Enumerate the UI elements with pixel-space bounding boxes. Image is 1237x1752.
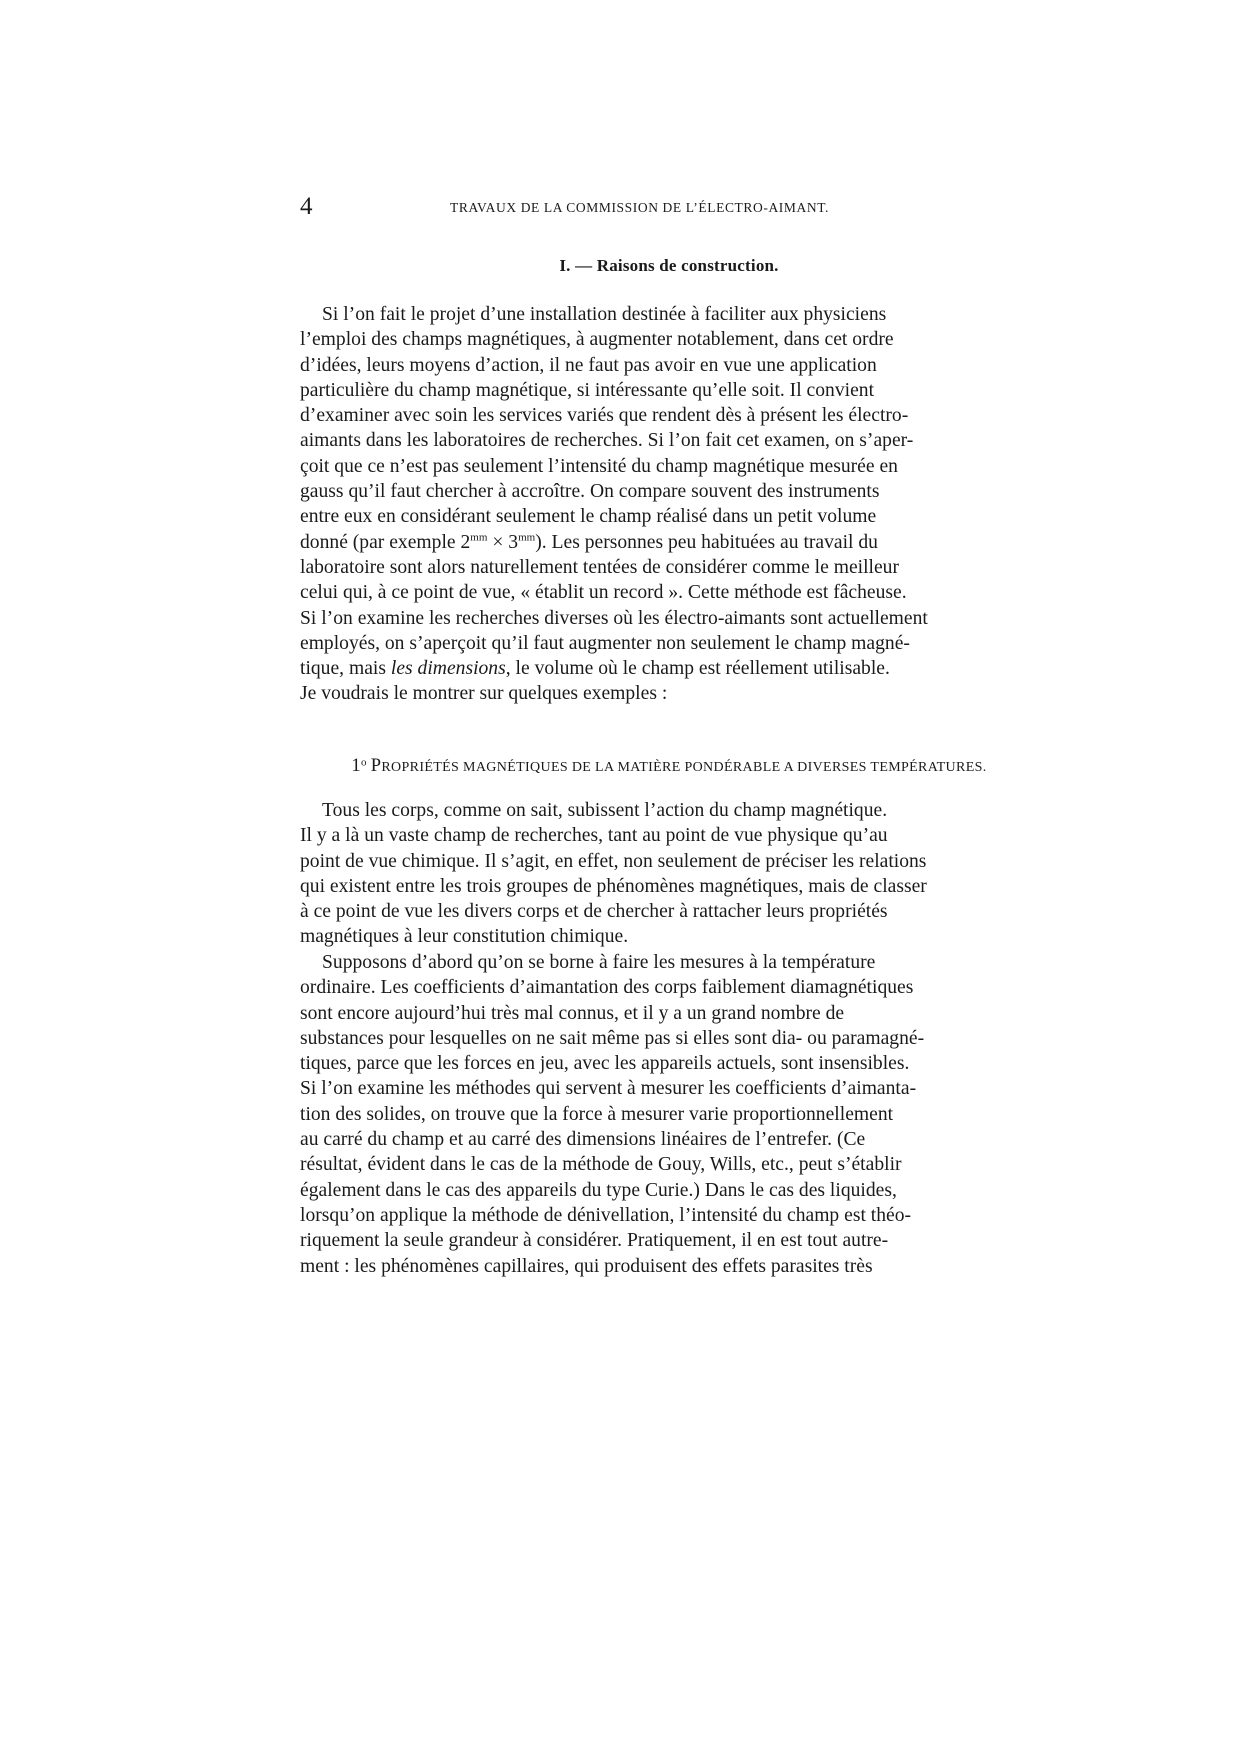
running-title: TRAVAUX DE LA COMMISSION DE L’ÉLECTRO-AIMANT. <box>450 200 830 215</box>
paragraph-line: résultat, évident dans le cas de la méthode de Gouy, Wills, etc., peut s’établir <box>300 1154 902 1176</box>
italic-text: les dimensions <box>390 658 506 680</box>
paragraph-line: sont encore aujourd’hui très mal connus, et il y a un grand nombre de <box>300 1002 845 1024</box>
paragraph-measurements <box>300 950 1038 1279</box>
paragraph-line <box>300 656 1038 681</box>
subsection-number: 1 <box>351 756 361 776</box>
paragraph-line: magnétiques à leur constitution chimique. <box>300 926 629 948</box>
paragraph-intro <box>300 302 1038 707</box>
paragraph-line: à ce point de vue les divers corps et de chercher à rattacher leurs propriétés <box>300 901 888 923</box>
subsection-title: ROPRIÉTÉS MAGNÉTIQUES DE LA MATIÈRE PONDÉRABLE A DIVERSES TEMPÉRATURES. <box>381 760 987 775</box>
paragraph-line-text: Si l’on fait le projet d’une installation destinée à faciliter aux physiciens <box>322 304 887 325</box>
paragraph-line: ordinaire. Les coefficients d’aimantation des corps faiblement diamagnétiques <box>300 977 914 999</box>
paragraph-line: d’idées, leurs moyens d’action, il ne faut pas avoir en vue une application <box>300 354 877 376</box>
paragraph-line: tiques, parce que les forces en jeu, avec les appareils actuels, sont insensibles. <box>300 1053 910 1075</box>
unit-superscript: mm <box>470 531 488 544</box>
paragraph-line: aimants dans les laboratoires de recherches. Si l’on fait cet examen, on s’aper- <box>300 430 914 452</box>
paragraph-line: tion des solides, on trouve que la force à mesurer varie proportionnellement <box>300 1103 894 1125</box>
paragraph-line <box>300 798 1038 823</box>
paragraph-line <box>300 302 1038 327</box>
line-text: , le volume où le champ est réellement utilisable. <box>505 658 890 680</box>
paragraph-line: qui existent entre les trois groupes de phénomènes magnétiques, mais de classer <box>300 875 927 897</box>
paragraph-line: l’emploi des champs magnétiques, à augmenter notablement, dans cet ordre <box>300 329 894 351</box>
paragraph-line: lorsqu’on applique la méthode de dénivellation, l’intensité du champ est théo- <box>300 1204 912 1226</box>
line-text: × 3 <box>487 531 519 553</box>
paragraph-line: Si l’on examine les recherches diverses où les électro-aimants sont actuellement <box>300 607 928 629</box>
subsection-heading <box>300 757 1038 777</box>
paragraph-line: celui qui, à ce point de vue, « établit un record ». Cette méthode est fâcheuse. <box>300 582 907 604</box>
paragraph-line: gauss qu’il faut chercher à accroître. On compare souvent des instruments <box>300 481 880 503</box>
paragraph-line: entre eux en considérant seulement le champ réalisé dans un petit volume <box>300 506 877 528</box>
paragraph-line-text: Supposons d’abord qu’on se borne à faire les mesures à la température <box>322 952 876 973</box>
paragraph-line <box>300 530 1038 555</box>
paragraph-line: au carré du champ et au carré des dimensions linéaires de l’entrefer. (Ce <box>300 1129 866 1151</box>
line-text: donné (par exemple 2 <box>300 531 471 553</box>
paragraph-line <box>300 950 1038 975</box>
paragraph-properties <box>300 798 1038 950</box>
unit-superscript: mm <box>518 531 536 544</box>
section-heading: I. — Raisons de construction. <box>559 256 779 275</box>
line-text: ). Les personnes peu habituées au travail du <box>535 531 878 553</box>
paragraph-line: Si l’on examine les méthodes qui servent à mesurer les coefficients d’aimanta- <box>300 1078 917 1100</box>
paragraph-line: ment : les phénomènes capillaires, qui produisent des effets parasites très <box>300 1255 873 1277</box>
paragraph-line-text: Tous les corps, comme on sait, subissent l’action du champ magnétique. <box>322 800 888 821</box>
running-head <box>300 192 1040 222</box>
paragraph-line: employés, on s’aperçoit qu’il faut augmenter non seulement le champ magné- <box>300 632 910 654</box>
paragraph-line: Il y a là un vaste champ de recherches, tant au point de vue physique qu’au <box>300 825 888 847</box>
paragraph-line: également dans le cas des appareils du type Curie.) Dans le cas des liquides, <box>300 1179 897 1201</box>
line-text: tique, mais <box>300 658 391 680</box>
paragraph-line: riquement la seule grandeur à considérer. Pratiquement, il en est tout autre- <box>300 1230 889 1252</box>
paragraph-line: point de vue chimique. Il s’agit, en effet, non seulement de préciser les relations <box>300 850 927 872</box>
subsection-degree: o <box>361 756 367 769</box>
paragraph-line: particulière du champ magnétique, si intéressante qu’elle soit. Il convient <box>300 379 875 401</box>
subsection-initial: P <box>370 756 382 776</box>
paragraph-line: çoit que ce n’est pas seulement l’intensité du champ magnétique mesurée en <box>300 455 898 477</box>
paragraph-line: substances pour lesquelles on ne sait même pas si elles sont dia- ou paramagné- <box>300 1027 925 1049</box>
paragraph-line: Je voudrais le montrer sur quelques exemples : <box>300 683 668 705</box>
paragraph-line: d’examiner avec soin les services variés que rendent dès à présent les électro- <box>300 405 909 427</box>
page-number: 4 <box>300 193 313 220</box>
paragraph-line: laboratoire sont alors naturellement tentées de considérer comme le meilleur <box>300 556 900 578</box>
